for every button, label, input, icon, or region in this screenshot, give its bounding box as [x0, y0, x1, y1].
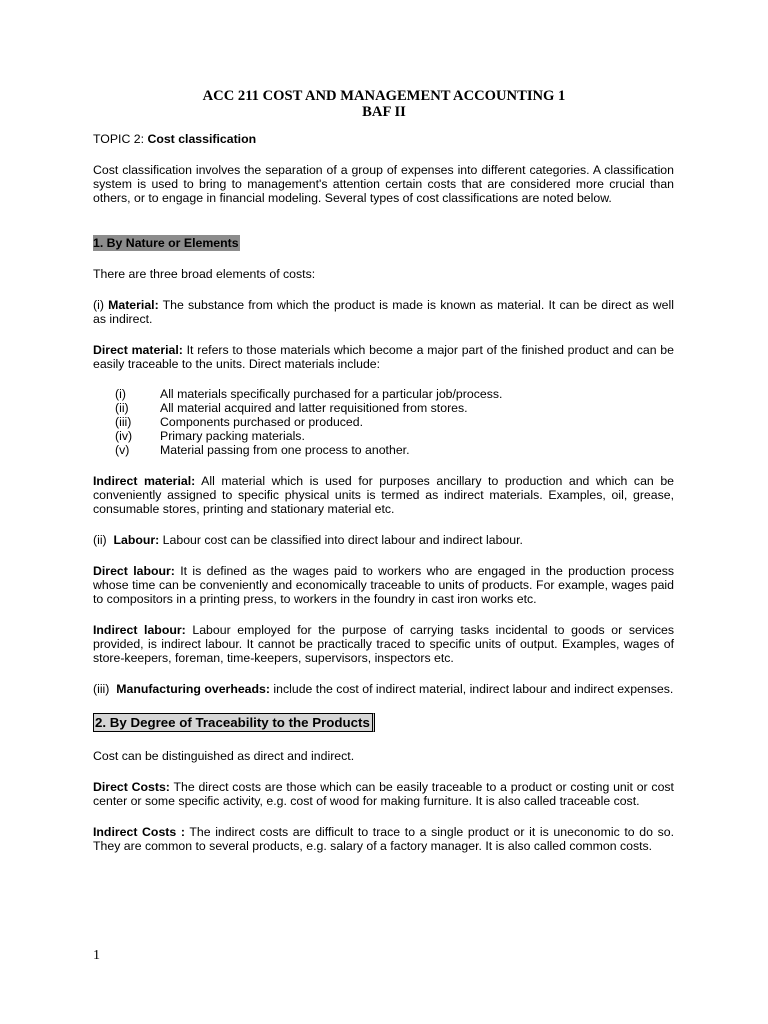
- direct-costs-text: The direct costs are those which can be easily traceable to a product or costing unit or cost center or some specific activity, e.g. cost of wood for making furniture. It is also called traceable cost.: [93, 780, 674, 808]
- list-item: [93, 429, 674, 443]
- material-text: The substance from which the product is made is known as material. It can be direct as well as indirect.: [93, 298, 674, 326]
- overheads-label: Manufacturing overheads:: [116, 682, 270, 696]
- topic-prefix: TOPIC 2:: [93, 132, 148, 146]
- list-item-number: (iii): [115, 415, 132, 429]
- overheads-prefix: (iii): [93, 682, 117, 696]
- direct-material-paragraph: [93, 343, 674, 371]
- list-item-text: All materials specifically purchased for a particular job/process.: [160, 387, 503, 401]
- direct-costs-label: Direct Costs:: [93, 780, 170, 794]
- list-item: [93, 387, 674, 401]
- topic-title: Cost classification: [147, 132, 257, 146]
- labour-label: Labour:: [113, 533, 160, 547]
- indirect-labour-label: Indirect labour:: [93, 623, 186, 637]
- section1-heading-line: [93, 236, 674, 250]
- list-item-text: Primary packing materials.: [160, 429, 305, 443]
- labour-prefix: (ii): [93, 533, 114, 547]
- direct-labour-paragraph: [93, 564, 674, 606]
- intro-paragraph: Cost classification involves the separation of a group of expenses into different categories. A classification system is used to bring to management's attention certain costs that are considered more crucial than others, or to engage in financial modeling. Several types of cost classifications are noted below.: [93, 163, 674, 205]
- topic-line: [93, 132, 674, 146]
- course-title: ACC 211 COST AND MANAGEMENT ACCOUNTING 1: [202, 88, 566, 104]
- indirect-labour-text: Labour employed for the purpose of carrying tasks incidental to goods or services provided, is indirect labour. It cannot be practically traced to specific units of output. Examples, wages of store-keepers, foreman, time-keepers, supervisors, inspectors etc.: [93, 623, 674, 665]
- section2-lead: Cost can be distinguished as direct and indirect.: [93, 749, 355, 763]
- list-item-text: Components purchased or produced.: [160, 415, 364, 429]
- list-item: [93, 415, 674, 429]
- direct-labour-text: It is defined as the wages paid to workers who are engaged in the production process whose time can be conveniently and economically traceable to units of products. For example, wages paid to compositors in a printing press, to workers in the foundry in cast iron works etc.: [93, 564, 674, 606]
- indirect-costs-text: The indirect costs are difficult to trace to a single product or it is uneconomic to do so. They are common to several products, e.g. salary of a factory manager. It is also called common costs.: [93, 825, 674, 853]
- document-body: [93, 88, 674, 853]
- list-item-text: All material acquired and latter requisitioned from stores.: [160, 401, 468, 415]
- list-item-number: (v): [115, 443, 130, 457]
- direct-material-list: [93, 387, 674, 457]
- material-paragraph: [93, 298, 674, 326]
- direct-costs-paragraph: [93, 780, 674, 808]
- page-number: 1: [93, 948, 100, 963]
- indirect-labour-paragraph: [93, 623, 674, 665]
- section2-heading: 2. By Degree of Traceability to the Products: [93, 713, 375, 732]
- section1-lead: There are three broad elements of costs:: [93, 267, 316, 281]
- material-label: Material:: [108, 298, 159, 312]
- material-prefix: (i): [93, 298, 109, 312]
- indirect-material-paragraph: [93, 474, 674, 516]
- list-item: [93, 401, 674, 415]
- indirect-material-text: All material which is used for purposes ancillary to production and which can be conveniently assigned to specific physical units is termed as indirect materials. Examples, oil, grease, consumable stores, printing and stationary material etc.: [93, 474, 674, 516]
- section2-heading-line: [93, 713, 674, 732]
- section1-heading: 1. By Nature or Elements: [93, 236, 239, 250]
- program-title: BAF II: [362, 104, 406, 120]
- list-item-number: (ii): [115, 401, 129, 415]
- list-item-number: (i): [115, 387, 126, 401]
- overheads-paragraph: [93, 682, 674, 696]
- direct-material-text: It refers to those materials which become a major part of the finished product and can be easily traceable to the units. Direct materials include:: [93, 343, 674, 371]
- labour-paragraph: [93, 533, 674, 547]
- indirect-material-label: Indirect material:: [93, 474, 196, 488]
- list-item-number: (iv): [115, 429, 133, 443]
- list-item: [93, 443, 674, 457]
- labour-text: Labour cost can be classified into direct labour and indirect labour.: [159, 533, 523, 547]
- indirect-costs-label: Indirect Costs :: [93, 825, 185, 839]
- overheads-text: include the cost of indirect material, indirect labour and indirect expenses.: [269, 682, 674, 696]
- direct-labour-label: Direct labour:: [93, 564, 175, 578]
- document-title: [0, 88, 768, 120]
- indirect-costs-paragraph: [93, 825, 674, 853]
- direct-material-label: Direct material:: [93, 343, 183, 357]
- list-item-text: Material passing from one process to another.: [160, 443, 410, 457]
